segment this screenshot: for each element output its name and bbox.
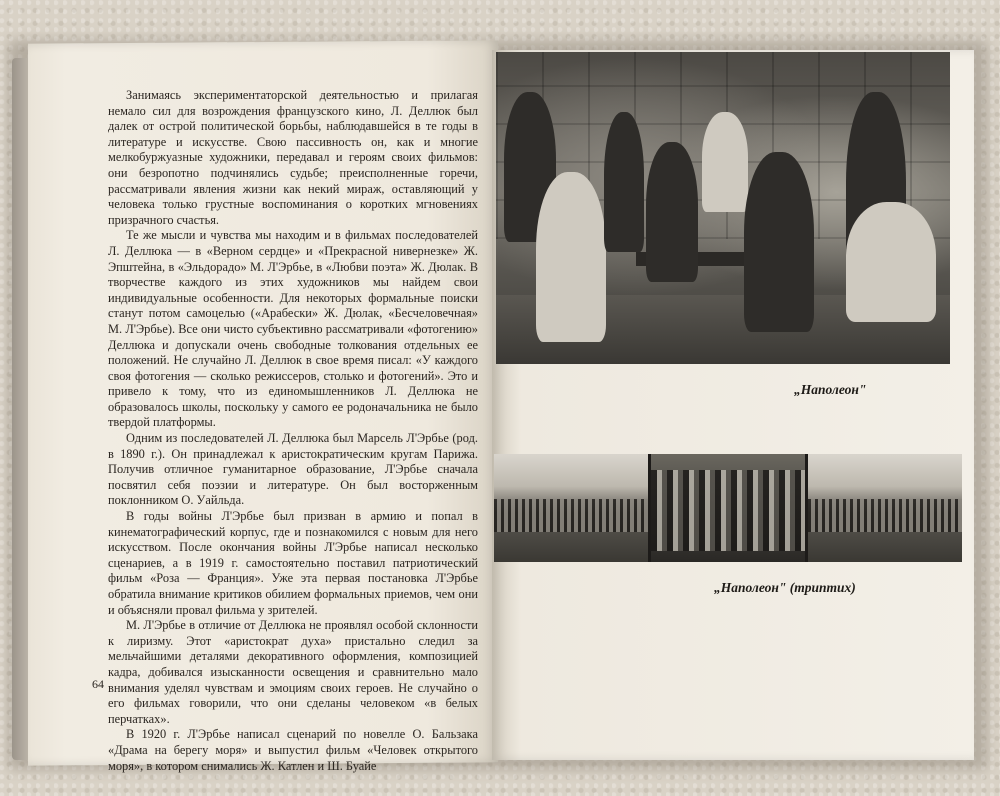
photo-figure (846, 202, 936, 322)
paragraph: Занимаясь экспериментаторской деятельностью и прилагая немало сил для возрождения французского кино, Л. Деллюк был далек от острой политической борьбы, наблюдавшейся в те годы в литературе и искусстве. Свою пассивность он, как и многие мелкобуржуазные художники, передавал и героям своих фильмов: они безропотно подчинялись судьбе; преисполненные горечи, рассматривали явления жизни как некий мираж, оставляющий у человека только грустные воспоминания о коротких мгновениях призрачного счастья. (108, 88, 478, 227)
napoleon-film-still (496, 52, 950, 364)
photo-figure (646, 142, 698, 282)
triptych-panel-right (808, 454, 962, 562)
photo-figure (702, 112, 748, 212)
paragraph: Одним из последователей Л. Деллюка был Марсель Л'Эрбье (род. в 1890 г.). Он принадлежал к аристократическим кругам Парижа. Получив отличное гуманитарное образование, Л'Эрбье сначала посвятил себя поэзии и литературе. Он был восторженным поклонником О. Уайльда. (108, 431, 478, 508)
photo-figure (536, 172, 606, 342)
page-number: 64 (92, 677, 104, 691)
triptych-panel-center (651, 454, 805, 562)
paragraph: М. Л'Эрбье в отличие от Деллюка не проявлял особой склонности к лиризму. Этот «аристократ духа» пристально следил за мельчайшими деталями декоративного оформления, композицией кадра, добивался изысканности освещения и сравнительно мало внимания уделял чувствам и эмоциям своих героев. Не случайно о его фильмах говорили, что они сделаны человеком «в белых перчатках». (108, 618, 478, 726)
crowd-texture (494, 499, 648, 531)
photo-figure (604, 112, 644, 252)
napoleon-triptych (494, 454, 962, 562)
triptych-panel-left (494, 454, 648, 562)
paragraph: Те же мысли и чувства мы находим и в фильмах последователей Л. Деллюка — в «Верном сердце» и «Прекрасной нивернезке» Ж. Эпштейна, в «Эльдорадо» М. Л'Эрбье, в «Любви поэта» Ж. Дюлак. В творчестве каждого из этих художников мы найдем свои индивидуальные особенности. Для некоторых формальные поиски станут потом самоцелью («Арабески» Ж. Дюлак, «Бесчеловечная» М. Л'Эрбье). Все они чисто субъективно рассматривали «фотогению» Деллюка и допускали очень свободные толкования отдельных ее положений. Не случайно Л. Деллюк в свое время писал: «У каждого своя фотогения — сколько режиссеров, столько и фотогений». Это и привело к тому, что из единомышленников Л. Деллюка не образовалось школы, поскольку у самого ее родоначальника не было твердой платформы. (108, 228, 478, 430)
caption-napoleon-triptych: „Наполеон" (триптих) (714, 580, 856, 595)
caption-napoleon: „Наполеон" (794, 382, 867, 397)
paragraph: В годы войны Л'Эрбье был призван в армию и попал в кинематографический корпус, где и познакомился с новым для него искусством. После окончания войны Л'Эрбье написал несколько сценариев, а в 1919 г. самостоятельно поставил патриотический фильм «Роза — Франция». Уже эта первая постановка Л'Эрбье обратила внимание критиков обилием формальных приемов, чем они и объясняли провал фильма у зрителей. (108, 509, 478, 617)
photo-figure (744, 152, 814, 332)
crowd-texture (651, 470, 805, 551)
left-page-text (108, 88, 478, 774)
paragraph: В 1920 г. Л'Эрбье написал сценарий по новелле О. Бальзака «Драма на берегу моря» и выпустил фильм «Человек открытого моря», в котором снимались Ж. Катлен и Ш. Буайе (108, 727, 478, 773)
crowd-texture (808, 499, 962, 531)
